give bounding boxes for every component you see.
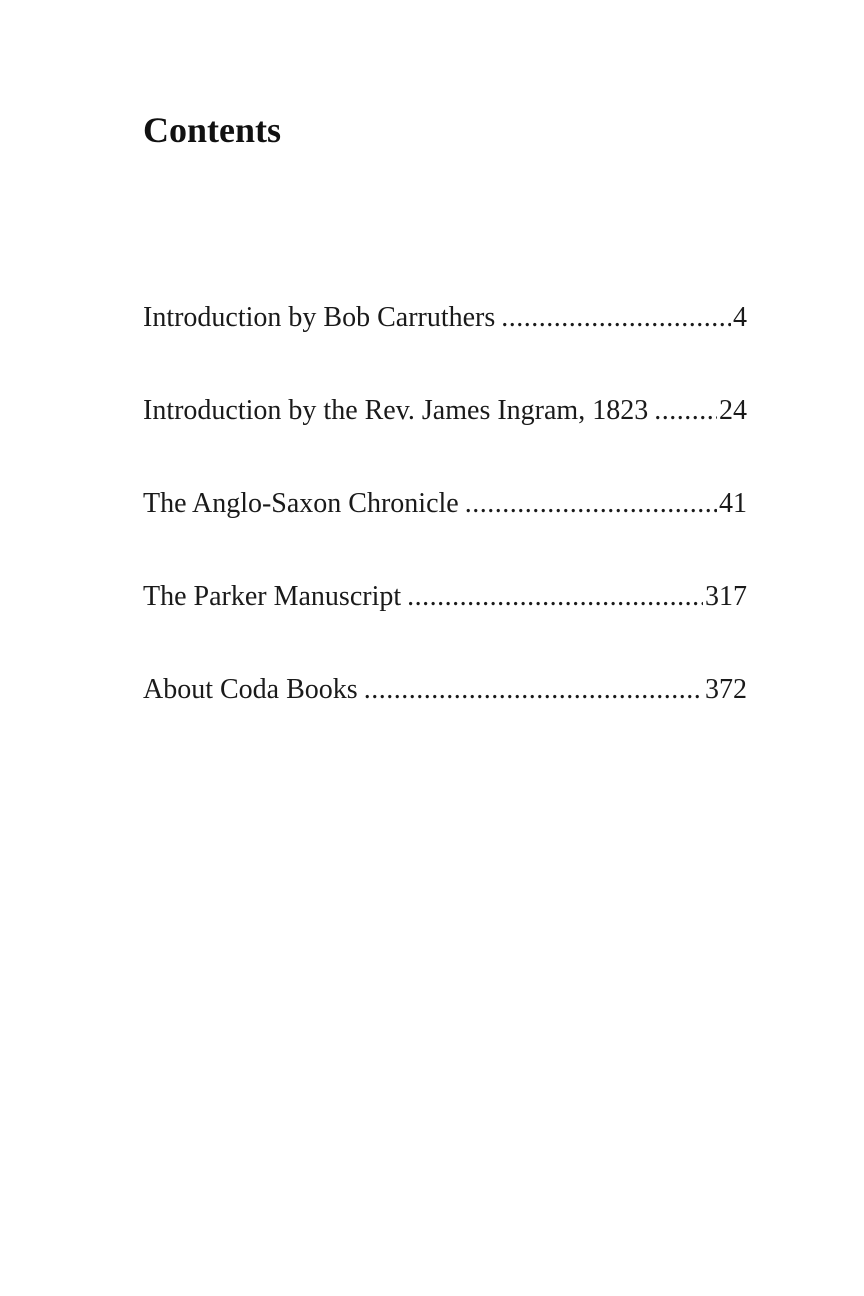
toc-entry-title: Introduction by the Rev. James Ingram, 1823 [143, 395, 649, 426]
dot-leader [364, 672, 703, 708]
toc-page-number: 372 [705, 674, 747, 705]
toc-page-number: 4 [733, 302, 747, 333]
table-of-contents [143, 300, 747, 765]
toc-entry[interactable] [143, 300, 747, 393]
toc-entry-title: About Coda Books [143, 674, 358, 705]
toc-page-number: 24 [719, 395, 747, 426]
toc-entry-title: The Anglo-Saxon Chronicle [143, 488, 459, 519]
toc-entry-title: Introduction by Bob Carruthers [143, 302, 496, 333]
toc-entry[interactable] [143, 579, 747, 672]
dot-leader [407, 579, 703, 615]
toc-entry[interactable] [143, 486, 747, 579]
document-page [143, 0, 747, 1296]
dot-leader [654, 393, 717, 429]
dot-leader [501, 300, 731, 336]
toc-page-number: 317 [705, 581, 747, 612]
toc-entry[interactable] [143, 672, 747, 765]
dot-leader [465, 486, 717, 522]
toc-entry[interactable] [143, 393, 747, 486]
page-title: Contents [143, 110, 282, 150]
toc-entry-title: The Parker Manuscript [143, 581, 402, 612]
toc-page-number: 41 [719, 488, 747, 519]
